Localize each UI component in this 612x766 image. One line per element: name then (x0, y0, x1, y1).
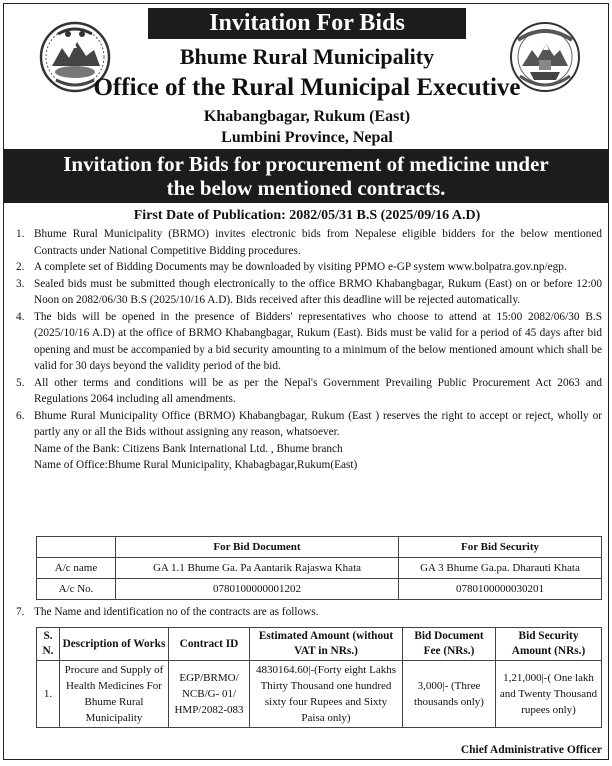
signatory-title: Chief Administrative Officer (460, 744, 602, 756)
table-cell: GA 1.1 Bhume Ga. Pa Aantarik Rajaswa Khata (116, 558, 399, 579)
table-header-row (37, 628, 602, 661)
item-text: Sealed bids must be submitted though electronically to the office BRMO Khabangbagar, Rukum (East) on or before 12:00 Noon on 2082/06/30 B.S (2025/10/16 A.D). Bids received after this deadline will be rejected automatically. (34, 277, 602, 306)
table-header: S. N. (37, 628, 60, 661)
item-number: 5. (16, 376, 25, 389)
contracts-table (36, 627, 602, 728)
banner-line-1: Invitation for Bids for procurement of medicine under (63, 152, 549, 176)
invitation-banner (4, 149, 608, 203)
table-cell: 1,21,000|-( One lakh and Twenty Thousand rupees only) (496, 661, 602, 728)
item-text: Bhume Rural Municipality (BRMO) invites electronic bids from Nepalese eligible bidders for the below mentioned Contracts under National Competitive Bidding procedures. (34, 228, 602, 257)
table-cell: 4830164.60|-(Forty eight Lakhs Thirty Thousand one hundred sixty four Rupees and Sixty Paisa only) (250, 661, 403, 728)
office-account-name: Name of Office:Bhume Rural Municipality, Khabagbagar,Rukum(East) (34, 459, 358, 471)
item-number: 2. (16, 261, 25, 273)
item-text: Bhume Rural Municipality Office (BRMO) Khabangbagar, Rukum (East ) reserves the right to accept or reject, wholly or partly any or all the Bids without assigning any reason, whatsoever. (34, 409, 602, 438)
bank-name: Name of the Bank: Citizens Bank International Ltd. , Bhume branch (34, 442, 343, 455)
table-header: Bid Security Amount (NRs.) (496, 628, 602, 661)
table-header: For Bid Security (399, 537, 602, 558)
publication-date: First Date of Publication: 2082/05/31 B.S (2025/09/16 A.D) (133, 208, 481, 223)
item-text: The bids will be opened in the presence of Bidders' representatives who choose to attend at 15:00 2082/06/30 B.S (2025/10/16 A.D) at the office of BRMO Khabangbagar, Rukum (East). Bids must be valid for a period of 45 days after bid opening and must be accompanied by a bid security amounting to a minimum of the below mentioned amount which shall be valid for 30 days beyond the validity period of the bid. (34, 310, 602, 372)
item-number: 3. (16, 277, 25, 290)
item-number: 1. (16, 228, 25, 240)
table-header: For Bid Document (116, 537, 399, 558)
notice-page (3, 3, 609, 760)
table-cell: 1. (37, 661, 60, 728)
office-address: Khabangbagar, Rukum (East) (203, 108, 411, 125)
item-text: A complete set of Bidding Documents may be downloaded by visiting PPMO e-GP system www.bolpatra.gov.np/egp. (34, 261, 567, 273)
list-item (16, 375, 602, 408)
list-item (16, 259, 602, 276)
table-row (37, 661, 602, 728)
table-cell: Procure and Supply of Health Medicines For Bhume Rural Municipality (60, 661, 169, 728)
table-header: Bid Document Fee (NRs.) (403, 628, 496, 661)
municipality-name: Bhume Rural Municipality (179, 44, 435, 69)
table-header (37, 537, 116, 558)
table-cell: A/c No. (37, 579, 116, 600)
item-text: The Name and identification no of the contracts are as follows. (34, 606, 319, 618)
table-header-row (37, 537, 602, 558)
banner-line-2: the below mentioned contracts. (166, 176, 446, 200)
table-cell: 3,000|- (Three thousands only) (403, 661, 496, 728)
province-name: Lumbini Province, Nepal (221, 129, 393, 146)
list-item (16, 408, 602, 441)
item-text: All other terms and conditions will be as per the Nepal's Government Prevailing Public Procurement Act 2063 and Regulations 2064 including all amendments. (34, 376, 602, 405)
list-item (16, 309, 602, 375)
office-name: Office of the Rural Municipal Executive (93, 74, 521, 101)
item-number: 7. (16, 606, 25, 618)
table-cell: A/c name (37, 558, 116, 579)
table-cell: 0780100000001202 (116, 579, 399, 600)
item-number: 4. (16, 310, 25, 323)
list-item (16, 276, 602, 309)
table-header: Description of Works (60, 628, 169, 661)
table-row (37, 558, 602, 579)
table-cell: EGP/BRMO/ NCB/G- 01/ HMP/2082-083 (169, 661, 250, 728)
list-item (16, 606, 602, 618)
table-row (37, 579, 602, 600)
item-number: 6. (16, 409, 25, 422)
terms-list (16, 226, 602, 474)
table-cell: 0780100000030201 (399, 579, 602, 600)
notice-title: Invitation For Bids (148, 8, 466, 39)
table-header: Contract ID (169, 628, 250, 661)
table-cell: GA 3 Bhume Ga.pa. Dharauti Khata (399, 558, 602, 579)
table-header: Estimated Amount (without VAT in NRs.) (250, 628, 403, 661)
list-item (16, 226, 602, 259)
bank-account-table (36, 536, 602, 600)
